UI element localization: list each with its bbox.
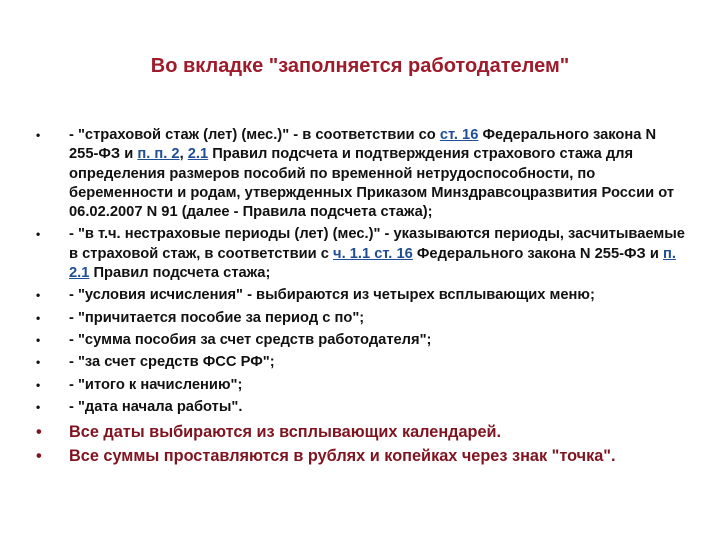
note-item — [36, 445, 686, 467]
law-link-st16[interactable]: ст. 16 — [439, 127, 479, 143]
item-text: - "дата начала работы". — [69, 398, 243, 415]
bullet-icon: • — [36, 447, 42, 466]
note-text: Все суммы проставляются в рублях и копейках через знак — [69, 447, 552, 466]
list-item — [36, 331, 686, 350]
bullet-icon: • — [36, 377, 41, 392]
item-text: - "за счет средств ФСС РФ"; — [69, 354, 275, 371]
item-text: - "причитается пособие за период с по"; — [69, 309, 365, 326]
bullet-icon: • — [36, 332, 41, 347]
list-item — [36, 353, 686, 372]
item-text: - "в т.ч. нестраховые периоды (лет) (мес.)" - указываются периоды, засчитываемые в страховой стаж, в соответствии с — [69, 226, 685, 262]
bullet-icon: • — [36, 128, 41, 142]
item-text: Федерального закона N 255-ФЗ и — [69, 127, 657, 163]
list-item — [36, 398, 686, 417]
note-text: . — [611, 447, 616, 466]
bullet-icon: • — [36, 355, 41, 370]
item-text: - "страховой стаж (лет) (мес.)" - в соответствии со — [69, 127, 440, 143]
note-text: Все даты выбираются из всплывающих календарей. — [69, 423, 502, 442]
list-item — [36, 225, 686, 283]
item-text: , — [179, 146, 188, 163]
item-text: - "сумма пособия за счет средств работодателя"; — [69, 331, 432, 348]
rules-link-pp2[interactable]: п. п. 2 — [137, 146, 180, 163]
list-item — [36, 309, 686, 328]
law-link-ch1-1-st16[interactable]: ч. 1.1 ст. 16 — [333, 245, 413, 262]
bullet-icon: • — [36, 227, 41, 242]
item-text: Правил подсчета стажа; — [89, 265, 271, 282]
item-text: - "итого к начислению"; — [69, 376, 243, 393]
list-item — [36, 286, 686, 305]
bullet-list — [36, 126, 686, 467]
rules-link-p2-1[interactable]: п. 2.1 — [69, 245, 676, 282]
bullet-icon: • — [36, 423, 42, 442]
bullet-icon: • — [36, 288, 41, 303]
list-item — [36, 126, 686, 222]
bullet-icon: • — [36, 310, 41, 325]
note-item — [36, 421, 686, 443]
list-item — [36, 376, 686, 395]
item-text: Федерального закона N 255-ФЗ и — [412, 245, 663, 262]
item-text: Правил подсчета и подтверждения страхового стажа для определения размеров пособий по временной нетрудоспособности, по беременности и родам, утвержденных Приказом Минздравсоцразвития России от 06.02.2007 N 91 (далее - Правила подсчета стажа); — [69, 146, 675, 221]
item-text: - "условия исчисления" - выбираются из четырех всплывающих меню; — [69, 287, 595, 304]
note-emphasis: "точка" — [551, 447, 612, 466]
rules-link-2-1[interactable]: 2.1 — [187, 146, 209, 163]
bullet-icon: • — [36, 399, 41, 414]
slide-title: Во вкладке "заполняется работодателем" — [150, 55, 570, 77]
